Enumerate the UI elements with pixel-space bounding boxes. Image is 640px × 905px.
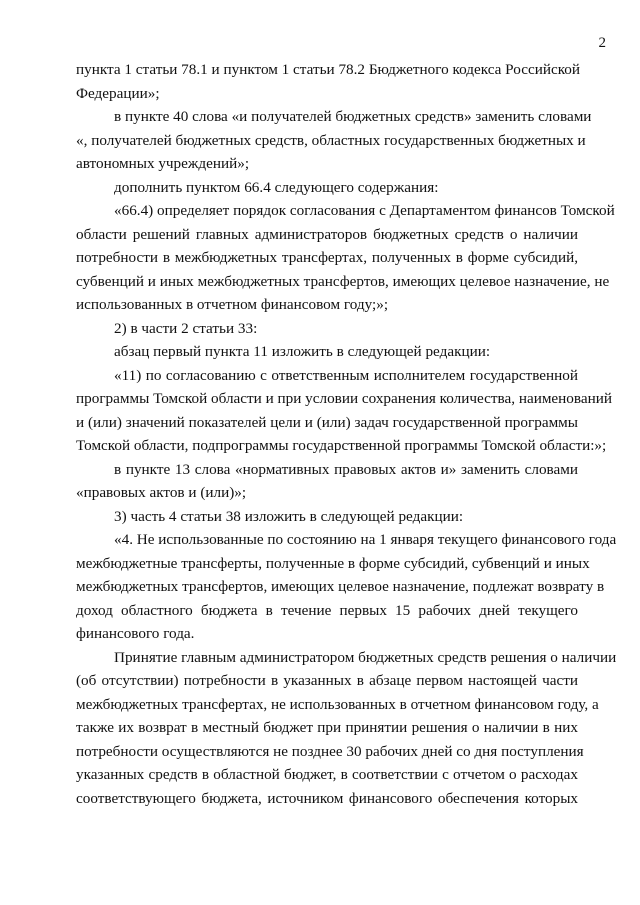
- paragraph: [76, 340, 578, 364]
- text-line: Федерации»;: [76, 84, 160, 102]
- text-line: субвенций и иных межбюджетных трансфертов, имеющих целевое назначение, не: [76, 272, 610, 290]
- paragraph: [76, 317, 578, 341]
- text-line: финансового года.: [76, 625, 195, 642]
- paragraph: [76, 199, 615, 317]
- paragraph: [76, 364, 612, 458]
- text-line: доход областного бюджета в течение первых 15 рабочих дней текущего: [76, 601, 578, 619]
- paragraph: [76, 646, 617, 811]
- paragraph: [76, 176, 578, 200]
- text-line: использованных в отчетном финансовом году;»;: [76, 296, 389, 313]
- text-line: пункта 1 статьи 78.1 и пунктом 1 статьи 78.2 Бюджетного кодекса Российской: [76, 61, 581, 78]
- paragraph: [76, 528, 617, 646]
- paragraph-continuation: [76, 58, 581, 105]
- text-line: указанных средств в областной бюджет, в соответствии с отчетом о расходах: [76, 766, 578, 783]
- text-line: также их возврат в местный бюджет при принятии решения о наличии в них: [76, 719, 578, 736]
- text-line: Томской области, подпрограммы государственной программы Томской области:»;: [76, 437, 607, 454]
- text-line: программы Томской области и при условии сохранения количества, наименований: [76, 390, 612, 407]
- text-line: межбюджетных трансфертов, имеющих целевое назначение, подлежат возврату в: [76, 578, 605, 595]
- text-line: межбюджетные трансферты, полученные в форме субсидий, субвенций и иных: [76, 554, 590, 572]
- text-line: в пункте 13 слова «нормативных правовых актов и» заменить словами: [114, 460, 578, 478]
- text-line: соответствующего бюджета, источником финансового обеспечения которых: [76, 789, 578, 807]
- text-line: «4. Не использованные по состоянию на 1 января текущего финансового года: [114, 531, 617, 548]
- text-line: дополнить пунктом 66.4 следующего содержания:: [114, 178, 439, 196]
- text-line: «11) по согласованию с ответственным исполнителем государственной: [114, 366, 578, 384]
- text-line: абзац первый пункта 11 изложить в следующей редакции:: [114, 343, 491, 360]
- page-number: 2: [598, 35, 606, 51]
- text-line: «, получателей бюджетных средств, областных государственных бюджетных и: [76, 131, 586, 149]
- text-line: межбюджетных трансфертах, не использованных в отчетном финансовом году, а: [76, 695, 599, 713]
- document-body: [76, 58, 617, 810]
- text-line: в пункте 40 слова «и получателей бюджетных средств» заменить словами: [114, 108, 592, 125]
- text-line: Принятие главным администратором бюджетных средств решения о наличии: [114, 648, 617, 666]
- text-line: области решений главных администраторов бюджетных средств о наличии: [76, 225, 578, 243]
- paragraph: [76, 505, 578, 529]
- text-line: «66.4) определяет порядок согласования с Департаментом финансов Томской: [114, 202, 615, 219]
- text-line: (об отсутствии) потребности в указанных в абзаце первом настоящей части: [76, 672, 578, 689]
- text-line: потребности осуществляются не позднее 30 рабочих дней со дня поступления: [76, 742, 584, 760]
- paragraph: [76, 458, 578, 505]
- text-line: потребности в межбюджетных трансфертах, полученных в форме субсидий,: [76, 249, 578, 266]
- paragraph: [76, 105, 592, 176]
- text-line: и (или) значений показателей цели и (или) задач государственной программы: [76, 413, 578, 431]
- text-line: автономных учреждений»;: [76, 155, 250, 172]
- text-line: 3) часть 4 статьи 38 изложить в следующей редакции:: [114, 507, 464, 525]
- text-line: «правовых актов и (или)»;: [76, 484, 247, 501]
- text-line: 2) в части 2 статьи 33:: [114, 319, 258, 337]
